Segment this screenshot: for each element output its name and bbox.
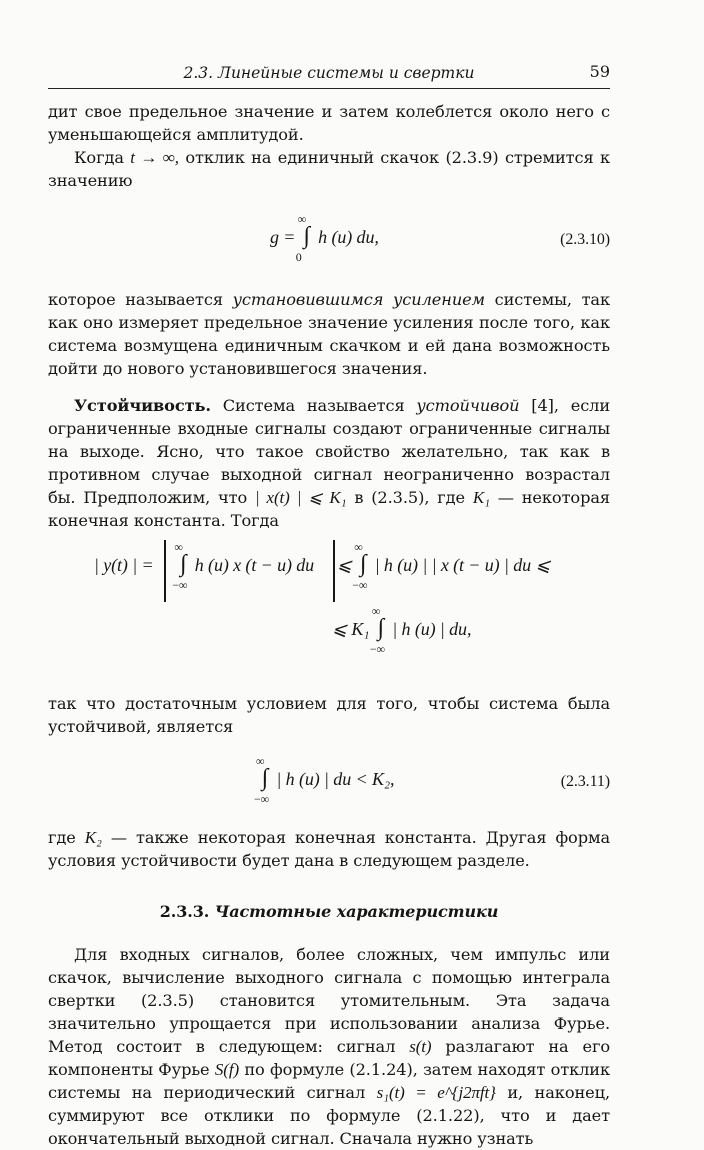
para4-text-c: в (2.3.5), где	[354, 488, 465, 507]
eq1-upper-limit: ∞	[297, 212, 307, 226]
math-t-to-infinity: t → ∞,	[130, 148, 179, 167]
math-S-f: S(f)	[214, 1060, 240, 1079]
eq2-lower-limit: −∞	[369, 642, 385, 656]
eq2-upper-limit: ∞	[354, 540, 363, 554]
equation-2-3-11	[48, 742, 610, 820]
section-number: 2.3.3.	[159, 902, 210, 921]
math-bound-x: | x(t) | ⩽ K₁	[255, 488, 347, 507]
eq1-lhs: g =	[270, 227, 296, 247]
equation-stability-bound	[48, 542, 610, 690]
para7-text-d: и, наконец, суммируют все отклики по формуле (2.1.22), что и дает окончательный выходной сигнал. Сначала нужно узнать	[48, 1083, 610, 1148]
paragraph-1: дит свое предельное значение и затем колеблется около него с уменьшающейся амплитудой.	[48, 102, 610, 144]
para7-text-a: Для входных сигналов, более сложных, чем импульс или скачок, вычисление выходного сигнала с помощью интеграла свертки (2.3.5) становится утомительным. Эта задача значительно упрощается при использовании анализа Фурье. Метод состоит в следующем: сигнал	[48, 945, 610, 1056]
paragraph-2	[48, 146, 610, 192]
para3-text-a: которое называется	[48, 290, 223, 309]
eq2-line2-integrand: | h (u) | du,	[392, 619, 472, 639]
paragraph-4	[48, 394, 610, 532]
paragraph-6	[48, 826, 610, 872]
equation-2-3-10	[48, 196, 610, 282]
integral-sign: ∞ ∫ −∞	[374, 618, 388, 641]
para4-text-a: Система называется	[222, 396, 405, 415]
stability-line-1	[94, 540, 551, 592]
eq2-lhs: | y(t) | =	[94, 555, 154, 575]
math-k1: K₁	[472, 488, 490, 507]
page-number: 59	[589, 62, 610, 81]
section-heading	[48, 900, 610, 923]
paragraph-5: так что достаточным условием для того, чтобы система была устойчивой, является	[48, 694, 610, 736]
paragraph-3	[48, 288, 610, 380]
eq2-inner-integrand: h (u) x (t − u) du	[194, 555, 315, 575]
para6-text-b: — также некоторая конечная константа. Другая форма условия устойчивости будет дана в следующем разделе.	[48, 828, 611, 870]
eq3-lower-limit: −∞	[254, 792, 270, 806]
term-stable: устойчивой	[416, 396, 520, 415]
eq1-lower-limit: 0	[295, 250, 302, 264]
integral-sign: ∞ ∫ −∞	[176, 554, 190, 577]
equation-number: (2.3.10)	[560, 231, 610, 248]
para2-text-b: отклик на единичный скачок (2.3.9) стремится к значению	[48, 148, 611, 190]
stability-line-2	[332, 604, 472, 656]
para2-text-a: Когда	[74, 148, 124, 167]
para6-text-a: где	[48, 828, 76, 847]
abs-bar-left	[164, 540, 166, 602]
math-s1-exp: s₁(t) = e^{j2πft}	[376, 1083, 496, 1102]
para4-text-b: [4], если ограниченные входные сигналы создают ограниченные сигналы на выходе. Ясно, что такое свойство желательно, так как в противном случае выходной сигнал неограниченно возрастал бы. Предположим, что	[48, 396, 611, 507]
eq2-le: ⩽	[336, 555, 352, 575]
eq2-lower-limit: −∞	[172, 578, 188, 592]
page-body	[48, 100, 610, 1150]
eq2-line2-lhs: ⩽ K₁	[332, 619, 370, 639]
eq2-upper-limit: ∞	[371, 604, 381, 618]
eq2-lower-limit: −∞	[352, 578, 368, 592]
math-k2: K₂	[84, 828, 102, 847]
paragraph-7	[48, 943, 610, 1150]
integral-sign: ∞ ∫ 0	[300, 226, 314, 249]
abs-bar-right	[333, 540, 335, 602]
para7-text-b: разлагают на его компоненты Фурье	[48, 1037, 611, 1079]
eq3-integrand: | h (u) | du < K₂,	[276, 769, 395, 789]
eq3-upper-limit: ∞	[256, 754, 265, 768]
integral-sign: ∞ ∫ −∞	[356, 554, 370, 577]
integral-sign: ∞ ∫ −∞	[258, 768, 272, 791]
run-in-heading: Устойчивость.	[74, 396, 211, 415]
para7-text-c: по формуле (2.1.24), затем находят отклик системы на периодический сигнал	[48, 1060, 610, 1102]
term-steady-state-gain: установившимся усилением	[232, 290, 485, 309]
para4-text-d: — некоторая конечная константа. Тогда	[48, 488, 610, 530]
para3-text-b: системы, так как оно измеряет предельное значение усиления после того, как система возмущена единичным скачком и ей дана возможность дойти до нового установившегося значения.	[48, 290, 610, 378]
running-header	[48, 62, 610, 89]
header-title: 2.3. Линейные системы и свертки	[183, 64, 475, 82]
equation-number: (2.3.11)	[560, 773, 610, 790]
section-title: Частотные характеристики	[214, 902, 499, 921]
eq1-integrand: h (u) du,	[318, 227, 379, 247]
eq2-upper-limit: ∞	[174, 540, 183, 554]
eq2-mid-integrand: | h (u) | | x (t − u) | du ⩽	[374, 555, 551, 575]
math-s-t: s(t)	[409, 1037, 432, 1056]
